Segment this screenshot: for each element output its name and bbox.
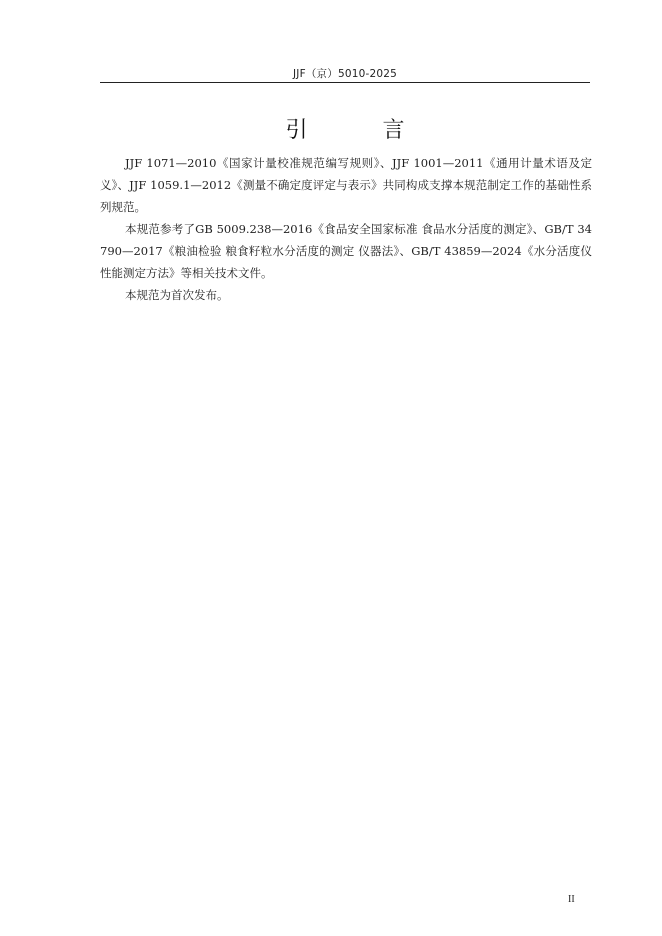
paragraph-3: 本规范为首次发布。 bbox=[125, 288, 229, 302]
paragraph-2: 本规范参考了GB 5009.238—2016《食品安全国家标准 食品水分活度的测定》、GB/T 34790—2017《粮油检验 粮食籽粒水分活度的测定 仪器法》、GB/T 43859—2024《水分活度仪性能测定方法》等相关技术文件。 bbox=[100, 222, 592, 280]
paragraph-1: JJF 1071—2010《国家计量校准规范编写规则》、JJF 1001—2011《通用计量术语及定义》、JJF 1059.1—2012《测量不确定度评定与表示》共同构成支撑本规范制定工作的基础性系列规范。 bbox=[100, 156, 592, 214]
document-code-header: JJF（京）5010-2025 bbox=[293, 68, 397, 80]
section-title: 引 言 bbox=[285, 118, 439, 143]
page-number: II bbox=[568, 894, 575, 905]
header-divider bbox=[100, 82, 590, 83]
introduction-body bbox=[100, 152, 592, 306]
